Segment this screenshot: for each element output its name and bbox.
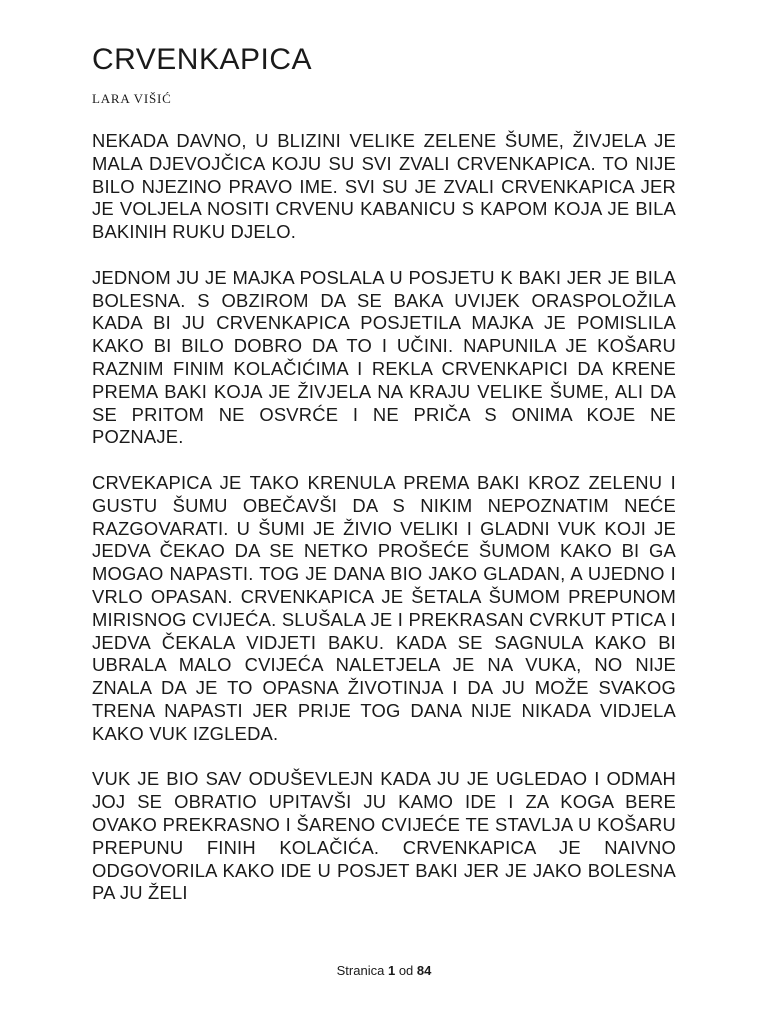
current-page-number: 1	[387, 963, 396, 978]
author-name: LARA VIŠIĆ	[92, 91, 172, 106]
page-counter-separator: od	[398, 963, 414, 978]
paragraph: JEDNOM JU JE MAJKA POSLALA U POSJETU K BAKI JER JE BILA BOLESNA. S OBZIROM DA SE BAKA UVIJEK ORASPOLOŽILA KADA BI JU CRVENKAPICA POSJETILA MAJKA JE POMISLILA KAKO BI BILO DOBRO DA TO I UČINI. NAPUNILA JE KOŠARU RAZNIM FINIM KOLAČIĆIMA I REKLA CRVENKAPICI DA KRENE PREMA BAKI KOJA JE ŽIVJELA NA KRAJU VELIKE ŠUME, ALI DA SE PRITOM NE OSVRĆE I NE PRIČA S ONIMA KOJE NE POZNAJE.	[92, 266, 676, 448]
page-counter	[0, 962, 768, 980]
story-body	[92, 130, 676, 928]
total-pages-number: 84	[416, 963, 432, 978]
paragraph: VUK JE BIO SAV ODUŠEVLEJN KADA JU JE UGLEDAO I ODMAH JOJ SE OBRATIO UPITAVŠI JU KAMO IDE I ZA KOGA BERE OVAKO PREKRASNO I ŠARENO CVIJEĆE TE STAVLJA U KOŠARU PREPUNU FINIH KOLAČIĆA. CRVENKAPICA JE NAIVNO ODGOVORILA KAKO IDE U POSJET BAKI JER JE JAKO BOLESNA PA JU ŽELI	[92, 768, 676, 904]
document-title: CRVENKAPICA	[92, 43, 313, 76]
paragraph: CRVEKAPICA JE TAKO KRENULA PREMA BAKI KROZ ZELENU I GUSTU ŠUMU OBEČAVŠI DA S NIKIM NEPOZNATIM NEĆE RAZGOVARATI. U ŠUMI JE ŽIVIO VELIKI I GLADNI VUK KOJI JE JEDVA ČEKAO DA SE NETKO PROŠEĆE ŠUMOM KAKO BI GA MOGAO NAPASTI. TOG JE DANA BIO JAKO GLADAN, A UJEDNO I VRLO OPASAN. CRVENKAPICA JE ŠETALA ŠUMOM PREPUNOM MIRISNOG CVIJEĆA. SLUŠALA JE I PREKRASAN CVRKUT PTICA I JEDVA ČEKALA VIDJETI BAKU. KADA SE SAGNULA KAKO BI UBRALA MALO CVIJEĆA NALETJELA JE NA VUKA, NO NIJE ZNALA DA JE TO OPASNA ŽIVOTINJA I DA JU MOŽE SVAKOG TRENA NAPASTI JER PRIJE TOG DANA NIJE NIKADA VIDJELA KAKO VUK IZGLEDA.	[92, 471, 676, 744]
page-counter-prefix: Stranica	[336, 963, 385, 978]
paragraph: NEKADA DAVNO, U BLIZINI VELIKE ZELENE ŠUME, ŽIVJELA JE MALA DJEVOJČICA KOJU SU SVI ZVALI CRVENKAPICA. TO NIJE BILO NJEZINO PRAVO IME. SVI SU JE ZVALI CRVENKAPICA JER JE VOLJELA NOSITI CRVENU KABANICU S KAPOM KOJA JE BILA BAKINIH RUKU DJELO.	[92, 130, 676, 243]
